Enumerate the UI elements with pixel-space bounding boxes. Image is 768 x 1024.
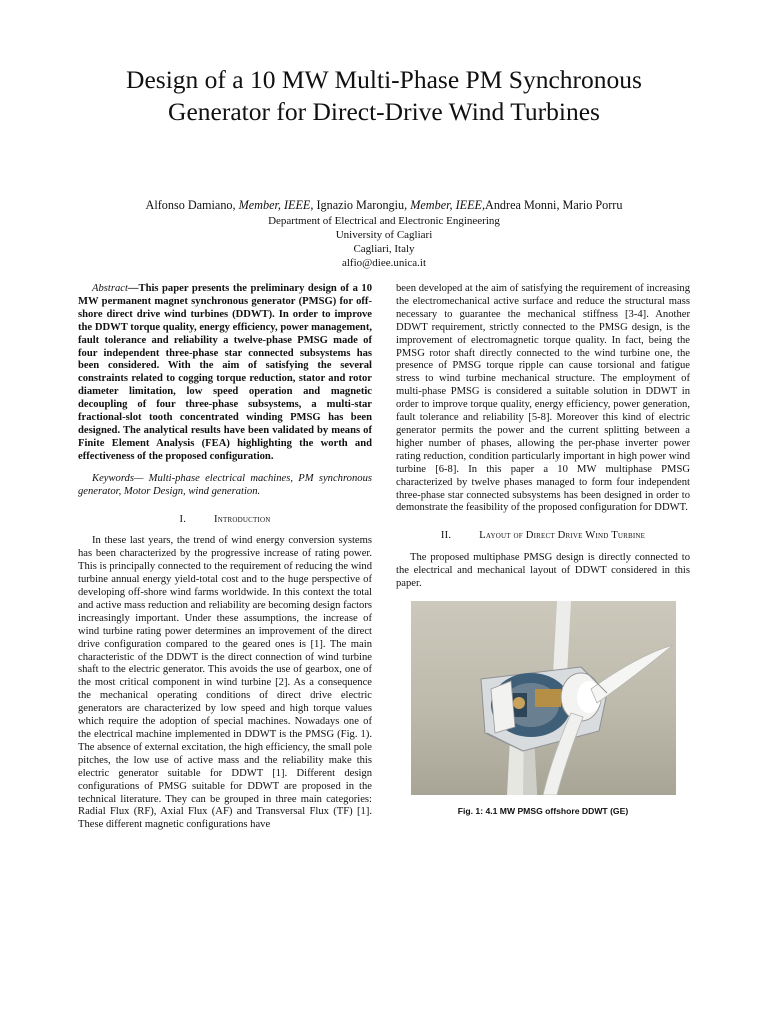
title-line-1: Design of a 10 MW Multi-Phase PM Synchronous bbox=[126, 65, 642, 94]
section-2-body: The proposed multiphase PMSG design is directly connected to the electrical and mechanical layout of DDWT considered in this paper. bbox=[396, 552, 690, 590]
author-2-role: Member, IEEE, bbox=[410, 198, 486, 212]
wind-turbine-illustration bbox=[411, 601, 676, 795]
section-2-title: Layout of Direct Drive Wind Turbine bbox=[479, 530, 646, 542]
figure-caption: Fig. 1: 4.1 MW PMSG offshore DDWT (GE) bbox=[457, 805, 629, 816]
abstract-text: —This paper presents the preliminary design of a 10 MW permanent magnet synchronous generator (PMSG) for off-shore direct drive wind turbines (DDWT). In order to improve the DDWT torque quality, energy efficiency, power management, fault tolerance and reliability a twelve-phase PMSG made of four independent three-phase star connected subsystems has been considered. With the aim of satisfying the several constraints related to cogging torque reduction, stator and rotor diameter limitation, low speed operation and magnetic decoupling of four three-phase subsystems, a multi-star fractional-slot tooth concentrated winding PMSG has been designed. The analytical results have been validated by means of Finite Element Analysis (FEA) highlighting the worth and effectiveness of the proposed configuration. bbox=[78, 283, 372, 462]
title-line-2: Generator for Direct-Drive Wind Turbines bbox=[168, 97, 600, 126]
section-1-number: I. bbox=[179, 513, 187, 525]
abstract-label: Abstract bbox=[92, 283, 128, 294]
section-1-body: In these last years, the trend of wind energy conversion systems has been characterized by the progressive increase of rating power. This is principally connected to the requirement of reducing the wind turbine annual energy yield-total cost and to the huge perspective of developing off-shore wind farms worldwide. In this context the total and active mass reduction and reliability are becoming design factors increasingly important. Under these assumptions, the increase of wind turbine rating power determines an improvement of the direct drive configuration compared to the geared ones is [1]. The main characteristic of the DDWT is the direct connection of wind turbine shaft to the electric generator. This avoids the use of gearbox, one of the most critical component in wind turbine [2]. As a consequence the mechanical operating conditions of direct drive electric generators are characterized by low speed and high torque values which require the adoption of special machines. Nowadays one of the electrical machine implemented in DDWT is the PMSG (Fig. 1). The absence of external excitation, the high efficiency, the small pole pitches, the low use of active mass and the reliability make this electric generator suitable for DDWT [1]. Different design configurations of PMSG suitable for DDWT are proposed in the technical literature. They can be grouped in three main categories: Radial Flux (RF), Axial Flux (AF) and Transversal Flux (TF) [1]. These different magnetic configurations have bbox=[78, 535, 372, 831]
keywords-text: — Multi-phase electrical machines, PM synchronous generator, Motor Design, wind generation. bbox=[78, 472, 372, 497]
author-2: Ignazio Marongiu, bbox=[313, 198, 411, 212]
section-2-heading bbox=[396, 530, 690, 543]
author-line bbox=[40, 198, 728, 213]
author-1: Alfonso Damiano, bbox=[145, 198, 239, 212]
keywords-label: Keywords bbox=[92, 472, 134, 484]
other-authors: Andrea Monni, Mario Porru bbox=[485, 198, 623, 212]
affiliation bbox=[40, 214, 728, 270]
university: University of Cagliari bbox=[335, 229, 433, 241]
section-2-number: II. bbox=[440, 530, 452, 542]
section-1-heading bbox=[78, 514, 372, 527]
right-column-body: been developed at the aim of satisfying the requirement of increasing the electromechanical active surface and reduce the structural mass necessary to guarantee the mechanical stiffness [3-4]. Another DDWT requirement, strictly connected to the PMSG design, is the improvement of electromagnetic torque quality. In fact, being the PMSG rotor shaft directly connected to the wind turbine one, the presence of PMSG torque ripple can cause torsional and fatigue stress to wind turbine mechanical structure. The employment of multi-phase PMSG is considered a suitable solution in DDWT in order to improve torque quality, energy efficiency, power generation, fault tolerance and reliability [5-8]. Moreover this kind of electric generator permits the power and the current splitting between a higher number of phases, allowing the per-phase inverter power rating reduction, condition particularly important in high power wind turbine [6-8]. In this paper a 10 MW multiphase PMSG characterized by twelve phases managed to form four independent three-phase star connected subsystems has been designed in order to demonstrate the feasibility of the proposed configuration for DDWT. bbox=[396, 283, 690, 514]
abstract bbox=[78, 283, 372, 464]
right-column bbox=[396, 283, 690, 818]
keywords bbox=[78, 473, 372, 499]
author-1-role: Member, IEEE, bbox=[238, 198, 314, 212]
paper-title bbox=[40, 64, 728, 128]
department: Department of Electrical and Electronic Engineering bbox=[268, 215, 500, 227]
wind-turbine-figure bbox=[411, 601, 676, 795]
city: Cagliari, Italy bbox=[353, 243, 415, 255]
email: alfio@diee.unica.it bbox=[341, 257, 427, 269]
left-column bbox=[78, 283, 372, 832]
section-1-title: Introduction bbox=[214, 513, 271, 525]
